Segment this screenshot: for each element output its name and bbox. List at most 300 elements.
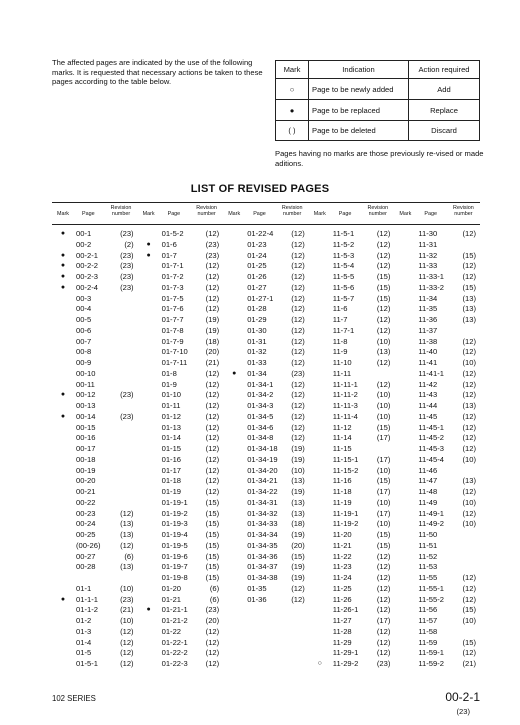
page-row	[138, 380, 224, 390]
page-row	[52, 659, 138, 669]
page-row	[309, 337, 395, 347]
page-id: 01-13	[161, 422, 182, 432]
page-row	[223, 347, 309, 357]
revision-number: (12)	[462, 411, 476, 421]
list-header-group	[309, 204, 395, 222]
page-row	[309, 530, 395, 540]
page-row	[309, 251, 395, 261]
revision-number: (12)	[205, 454, 220, 464]
page-id: 00-7	[76, 336, 92, 346]
series-label: 102 SERIES	[52, 694, 96, 703]
page-id: 01-5	[76, 648, 92, 658]
revision-number: (12)	[291, 390, 305, 400]
revision-number: (17)	[376, 433, 391, 443]
page-id: 11-49-2	[418, 519, 445, 529]
revision-number: (12)	[462, 336, 476, 346]
revision-number: (12)	[462, 261, 476, 271]
open-circle-mark: ○	[276, 79, 309, 100]
page-row	[52, 283, 138, 293]
page-list-group	[52, 229, 138, 669]
page-row	[309, 466, 395, 476]
revision-number: (15)	[205, 562, 220, 572]
page-row	[223, 466, 309, 476]
page-id: 11-59-2	[418, 659, 445, 668]
revision-number: (12)	[205, 282, 220, 292]
page-id: 11-29-2	[332, 659, 359, 668]
page-row	[138, 648, 224, 658]
page-id: 01-1	[76, 583, 92, 593]
page-id: 11-26	[332, 594, 352, 604]
page-row	[52, 466, 138, 476]
page-row	[52, 229, 138, 239]
filled-circle-mark: ●	[276, 100, 309, 121]
page-row	[309, 455, 395, 465]
parentheses-mark: ( )	[276, 121, 309, 141]
page-id: 01-10	[161, 390, 182, 400]
page-id: 00-16	[76, 433, 96, 443]
page-row	[309, 229, 395, 239]
page-row	[223, 240, 309, 250]
page-id: 01-7-10	[161, 347, 188, 357]
page-row	[394, 605, 480, 615]
revision-number: (12)	[376, 304, 391, 314]
page-id: 01-34-20	[247, 465, 278, 475]
page-id: 01-32	[247, 347, 267, 357]
page-id: 01-24	[247, 250, 267, 260]
page-id: 01-34-2	[247, 390, 274, 400]
page-id: 01-8	[161, 368, 177, 378]
revision-number: (23)	[120, 229, 134, 238]
page-row	[223, 530, 309, 540]
revision-number: (23)	[291, 368, 305, 378]
page-row	[138, 530, 224, 540]
revision-number: (17)	[376, 508, 391, 518]
action-text: Replace	[409, 100, 480, 121]
revision-number: (12)	[376, 637, 391, 647]
revision-column-header: Revision number	[281, 205, 303, 217]
page-column-header: Page	[82, 211, 95, 217]
page-row	[138, 304, 224, 314]
revision-number: (23)	[120, 272, 134, 281]
page-row	[223, 272, 309, 282]
list-title: LIST OF REVISED PAGES	[190, 183, 330, 195]
revision-column-header: Revision number	[453, 205, 474, 217]
page-row	[138, 401, 224, 411]
page-row	[52, 498, 138, 508]
page-row	[52, 380, 138, 390]
page-row	[223, 304, 309, 314]
page-row	[309, 240, 395, 250]
page-id: 01-22-2	[161, 648, 188, 658]
page-row	[223, 283, 309, 293]
page-id: 01-17	[161, 465, 182, 475]
page-row	[309, 498, 395, 508]
revision-number: (12)	[205, 261, 220, 271]
revision-number: (13)	[376, 347, 391, 357]
replaced-page-mark: ●	[60, 273, 66, 280]
page-id: 01-27-1	[247, 293, 274, 303]
revision-number: (12)	[291, 304, 305, 314]
page-id: 01-11	[161, 401, 181, 410]
revision-number: (12)	[462, 573, 476, 582]
revision-number: (12)	[291, 325, 305, 335]
page-row	[309, 659, 395, 669]
mark-legend-table	[275, 60, 480, 141]
page-id: 11-5-5	[332, 272, 355, 281]
page-row	[309, 283, 395, 293]
revision-number: (20)	[205, 616, 220, 625]
page-id: 01-21	[161, 594, 182, 604]
revision-number: (23)	[205, 250, 220, 260]
page-row	[52, 369, 138, 379]
page-row	[52, 552, 138, 562]
revision-number: (23)	[205, 605, 220, 615]
mark-header: Mark	[276, 61, 309, 79]
revision-number: (12)	[205, 390, 220, 400]
revision-number: (12)	[205, 411, 220, 421]
page-row	[223, 595, 309, 605]
revision-number: (10)	[376, 497, 391, 507]
page-row	[138, 337, 224, 347]
page-row	[223, 562, 309, 572]
page-row	[309, 294, 395, 304]
revision-number: (12)	[376, 583, 391, 593]
page-row	[394, 347, 480, 357]
revision-number: (13)	[120, 562, 134, 572]
revision-number: (12)	[462, 583, 476, 593]
page-id: 11-11-1	[332, 379, 358, 389]
page-row	[52, 648, 138, 658]
revision-number: (19)	[291, 530, 305, 539]
page-id: 01-7-1	[161, 261, 184, 271]
revision-number: (15)	[376, 293, 391, 303]
indication-text: Page to be newly added	[309, 79, 409, 100]
page-row	[52, 444, 138, 454]
revision-number: (12)	[291, 229, 305, 238]
page-row	[138, 616, 224, 626]
revision-number: (15)	[462, 605, 476, 615]
revision-number: (6)	[209, 594, 220, 604]
revision-number: (15)	[376, 272, 391, 281]
page-id: 01-34-31	[247, 497, 278, 507]
page-row	[223, 509, 309, 519]
revision-number: (15)	[462, 282, 476, 292]
revision-number: (12)	[376, 229, 391, 238]
page-id: 11-22	[332, 551, 352, 561]
revision-number: (15)	[376, 422, 391, 432]
revision-number: (12)	[462, 272, 476, 281]
page-id: 11-21	[332, 540, 352, 550]
replaced-page-mark: ●	[60, 251, 66, 259]
revision-number: (15)	[205, 508, 220, 518]
revision-column-header: Revision number	[110, 205, 132, 217]
page-id: 11-25	[332, 583, 352, 593]
revision-column-header: Revision number	[196, 205, 217, 217]
revision-number: (15)	[376, 476, 391, 486]
revision-number: (17)	[376, 616, 391, 625]
page-id: 01-1-1	[76, 594, 98, 604]
page-id: 01-16	[161, 454, 182, 464]
page-row	[52, 390, 138, 400]
revision-number: (12)	[462, 487, 476, 496]
page-row	[138, 347, 224, 357]
page-id: 01-34-38	[247, 573, 278, 582]
page-list-group	[138, 229, 224, 669]
revision-number: (12)	[462, 379, 476, 389]
page-id: 11-5-6	[332, 282, 355, 292]
page-row	[309, 315, 395, 325]
revision-number: (12)	[462, 422, 476, 432]
page-row	[223, 380, 309, 390]
page-id: 01-1-2	[76, 605, 98, 615]
page-row	[138, 294, 224, 304]
page-id: 01-23	[247, 239, 267, 249]
list-header-group	[138, 204, 224, 222]
page-row	[309, 369, 395, 379]
revision-number: (12)	[462, 594, 476, 604]
revision-number: (15)	[205, 497, 220, 507]
page-row	[138, 595, 224, 605]
revision-number: (13)	[462, 293, 476, 303]
page-row	[309, 541, 395, 551]
revision-number: (19)	[291, 487, 305, 496]
revision-number: (10)	[376, 411, 391, 421]
page-row	[394, 358, 480, 368]
revision-number: (21)	[120, 605, 134, 615]
page-row	[52, 455, 138, 465]
legend-row-replace	[276, 100, 480, 121]
revision-number: (6)	[209, 583, 220, 593]
page-id: 00-3	[76, 293, 92, 303]
revision-number: (12)	[205, 465, 220, 475]
page-row	[394, 519, 480, 529]
page-id: 01-7-5	[161, 293, 184, 303]
page-id: 01-34-36	[247, 551, 278, 561]
revision-number: (12)	[205, 487, 220, 496]
page-id: 11-42	[418, 379, 438, 389]
page-id: 01-34-22	[247, 487, 278, 496]
page-row	[52, 240, 138, 250]
page-id: 01-19-5	[161, 540, 188, 550]
page-id: 00-13	[76, 401, 96, 410]
page-id: 01-34-6	[247, 422, 274, 432]
replaced-page-mark: ●	[60, 262, 66, 270]
page-row	[394, 261, 480, 271]
revision-number: (12)	[120, 637, 134, 647]
page-row	[52, 476, 138, 486]
page-id: 01-35	[247, 583, 267, 593]
page-id: 00-24	[76, 519, 96, 529]
page-row	[52, 584, 138, 594]
revision-number: (15)	[462, 250, 476, 260]
page-row	[223, 433, 309, 443]
page-id: 11-27	[332, 616, 352, 625]
page-row	[394, 476, 480, 486]
page-row	[52, 573, 138, 583]
page-id: 00-1	[76, 229, 92, 238]
revision-number: (12)	[462, 433, 476, 443]
page-row	[52, 541, 138, 551]
page-id: 01-34-34	[247, 530, 278, 539]
page-row	[309, 401, 395, 411]
page-id: 01-28	[247, 304, 267, 314]
revision-number: (12)	[376, 325, 391, 335]
page-column-header: Page	[253, 211, 266, 217]
revision-number: (12)	[120, 659, 134, 668]
page-row	[223, 498, 309, 508]
page-id: 11-59	[418, 637, 438, 647]
page-row	[309, 358, 395, 368]
page-row	[223, 229, 309, 239]
page-row	[394, 498, 480, 508]
page-row	[223, 519, 309, 529]
revision-number: (10)	[376, 401, 391, 410]
revision-column-header: Revision number	[367, 205, 389, 217]
page-column-header: Page	[424, 211, 437, 217]
page-row	[223, 369, 309, 379]
revision-number: (12)	[291, 293, 305, 303]
revision-number: (18)	[291, 519, 305, 529]
page-row	[309, 487, 395, 497]
page-row	[138, 444, 224, 454]
page-row	[138, 326, 224, 336]
revision-number: (23)	[120, 594, 134, 604]
replaced-page-mark: ●	[60, 283, 66, 291]
revision-number: (23)	[120, 390, 134, 400]
page-row	[52, 337, 138, 347]
page-row	[394, 455, 480, 465]
page-row	[138, 541, 224, 551]
revision-number: (13)	[291, 508, 305, 518]
page-id: 11-26-1	[332, 605, 359, 615]
revision-number: (12)	[291, 401, 305, 410]
revision-number: (23)	[376, 659, 391, 668]
revision-number: (12)	[291, 239, 305, 249]
page-id: 11-24	[332, 573, 352, 582]
page-row	[394, 412, 480, 422]
page-id: 11-38	[418, 336, 438, 346]
page-id: 00-22	[76, 497, 96, 507]
revision-number: (12)	[120, 648, 134, 658]
page-id: 11-45	[418, 411, 438, 421]
replaced-page-mark: ●	[232, 369, 237, 377]
revision-number: (12)	[291, 583, 305, 593]
page-row	[394, 573, 480, 583]
page-id: 11-37	[418, 325, 438, 335]
page-id: 11-10	[332, 358, 352, 367]
page-row	[309, 272, 395, 282]
page-id: 01-34-18	[247, 444, 278, 453]
page-row	[309, 347, 395, 357]
revision-number: (10)	[376, 336, 391, 346]
page-id: 00-28	[76, 562, 96, 572]
revision-number: (12)	[120, 540, 134, 550]
page-row	[138, 487, 224, 497]
mark-column-header: Mark	[313, 211, 326, 217]
page-column-header: Page	[167, 211, 181, 217]
page-id: 00-21	[76, 487, 96, 496]
indication-text: Page to be replaced	[309, 100, 409, 121]
page-id: 00-12	[76, 390, 96, 400]
page-list-group	[223, 229, 309, 669]
page-row	[309, 519, 395, 529]
page-row	[394, 659, 480, 669]
revision-number: (12)	[376, 562, 391, 572]
page-row	[309, 562, 395, 572]
page-id: (00-26)	[76, 540, 101, 550]
page-row	[309, 444, 395, 454]
revision-number: (12)	[291, 261, 305, 271]
page-row	[52, 272, 138, 282]
page-id: 00-6	[76, 325, 92, 335]
page-id: 11-33-1	[418, 272, 445, 281]
page-id: 01-31	[247, 336, 267, 346]
page-row	[394, 595, 480, 605]
revision-number: (12)	[205, 293, 220, 303]
page-id: 11-12	[332, 422, 352, 432]
page-row	[52, 433, 138, 443]
revision-number: (13)	[462, 315, 476, 324]
revision-number: (17)	[376, 454, 391, 464]
page-row	[223, 444, 309, 454]
page-id: 01-34-35	[247, 540, 278, 550]
revision-number: (10)	[462, 616, 476, 625]
page-row	[223, 358, 309, 368]
page-row	[223, 584, 309, 594]
page-id: 11-49	[418, 497, 438, 507]
page-id: 01-34-32	[247, 508, 278, 518]
revision-number: (10)	[120, 583, 134, 593]
revision-number: (12)	[376, 551, 391, 561]
page-id: 11-29-1	[332, 648, 359, 658]
page-row	[223, 251, 309, 261]
page-id: 11-50	[418, 530, 438, 539]
page-row	[394, 240, 480, 250]
page-id: 01-34-5	[247, 411, 274, 421]
page-id: 01-22-3	[161, 659, 188, 668]
page-row	[309, 423, 395, 433]
page-id: 01-7-7	[161, 315, 184, 324]
page-row	[138, 261, 224, 271]
page-row	[309, 433, 395, 443]
revision-number: (12)	[376, 605, 391, 615]
page-row	[309, 584, 395, 594]
page-id: 11-15	[332, 444, 352, 453]
revision-number: (12)	[205, 229, 220, 238]
revision-number: (12)	[291, 594, 305, 604]
page-id: 01-2	[76, 616, 92, 625]
page-row	[52, 326, 138, 336]
revision-number: (15)	[205, 551, 220, 561]
page-row	[394, 584, 480, 594]
revision-number: (13)	[120, 530, 134, 539]
page-id: 01-18	[161, 476, 182, 486]
page-id: 11-45-2	[418, 433, 445, 443]
page-id: 00-19	[76, 465, 96, 475]
revision-number: (12)	[205, 422, 220, 432]
revision-number: (15)	[376, 282, 391, 292]
page-row	[394, 272, 480, 282]
revision-number: (12)	[376, 315, 391, 324]
page-row	[394, 509, 480, 519]
page-id: 11-32	[418, 250, 438, 260]
revision-number: (12)	[291, 358, 305, 367]
page-id: 01-34-1	[247, 379, 274, 389]
page-row	[52, 261, 138, 271]
revision-number: (12)	[376, 250, 391, 260]
page-row	[52, 315, 138, 325]
revision-number: (15)	[291, 551, 305, 561]
